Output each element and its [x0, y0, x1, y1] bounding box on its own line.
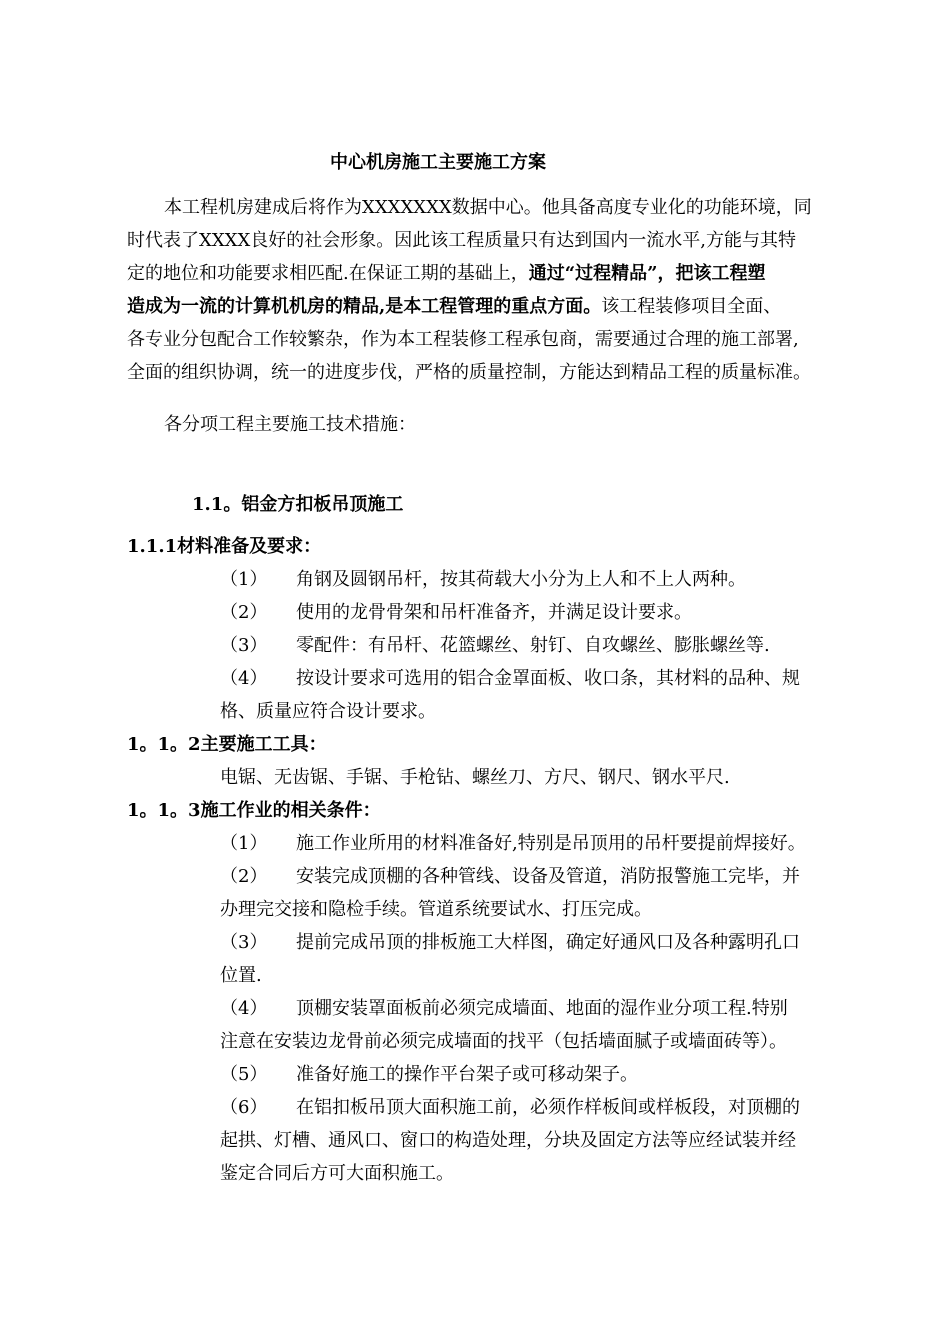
- list-item-text: 安装完成顶棚的各种管线、设备及管道，消防报警施工完毕，并: [296, 866, 800, 887]
- list-item-continuation: 格、质量应符合设计要求。: [220, 701, 436, 722]
- intro-line-4: [127, 295, 781, 319]
- intro-line-5: 各专业分包配合工作较繁杂，作为本工程装修工程承包商，需要通过合理的施工部署,: [127, 329, 799, 350]
- intro-line-3: [127, 262, 765, 286]
- measures-heading: 各分项工程主要施工技术措施：: [164, 414, 416, 435]
- list-item-text: 按设计要求可选用的铝合金罩面板、收口条，其材料的品种、规: [296, 668, 800, 689]
- subsection-heading-1-1-3: 1。1。3施工作业的相关条件：: [127, 800, 381, 821]
- list-item-text: 在铝扣板吊顶大面积施工前，必须作样板间或样板段，对顶棚的: [296, 1097, 800, 1118]
- list-item-continuation: 鉴定合同后方可大面积施工。: [220, 1163, 454, 1184]
- tools-list: 电锯、无齿锯、手锯、手枪钻、螺丝刀、方尺、钢尺、钢水平尺.: [220, 767, 730, 788]
- subsection-heading-1-1-2: 1。1。2主要施工工具：: [127, 734, 327, 755]
- document-title: 中心机房施工主要施工方案: [330, 152, 546, 173]
- list-item-number: （4）: [220, 998, 268, 1019]
- list-item-number: （5）: [220, 1064, 268, 1085]
- intro-line-3-bold: 通过“过程精品”，把该工程塑: [528, 263, 766, 284]
- list-item-number: （1）: [220, 833, 268, 854]
- section-heading-1-1: 1.1。铝金方扣板吊顶施工: [192, 494, 404, 515]
- list-item-text: 提前完成吊顶的排板施工大样图，确定好通风口及各种露明孔口: [296, 932, 800, 953]
- list-item-text: 零配件：有吊杆、花篮螺丝、射钉、自攻螺丝、膨胀螺丝等.: [296, 635, 770, 656]
- list-item-number: （6）: [220, 1097, 268, 1118]
- intro-line-1: 本工程机房建成后将作为XXXXXXX数据中心。他具备高度专业化的功能环境，同: [164, 197, 812, 218]
- intro-line-2: 时代表了XXXX良好的社会形象。因此该工程质量只有达到国内一流水平,方能与其特: [127, 230, 796, 251]
- list-item-number: （3）: [220, 932, 268, 953]
- list-item-continuation: 起拱、灯槽、通风口、窗口的构造处理，分块及固定方法等应经试装并经: [220, 1130, 796, 1151]
- list-item-continuation: 办理完交接和隐检手续。管道系统要试水、打压完成。: [220, 899, 652, 920]
- list-item-continuation: 注意在安装边龙骨前必须完成墙面的找平（包括墙面腻子或墙面砖等）。: [220, 1031, 787, 1052]
- intro-line-4-plain: 该工程装修项目全面、: [601, 296, 782, 317]
- list-item-text: 施工作业所用的材料准备好,特别是吊顶用的吊杆要提前焊接好。: [296, 833, 806, 854]
- intro-line-4-bold: 造成为一流的计算机机房的精品,是本工程管理的重点方面。: [127, 296, 602, 317]
- subsection-heading-1-1-1: 1.1.1材料准备及要求：: [127, 536, 322, 557]
- list-item-number: （2）: [220, 602, 268, 623]
- list-item-continuation: 位置.: [220, 965, 262, 986]
- list-item-text: 准备好施工的操作平台架子或可移动架子。: [296, 1064, 638, 1085]
- list-item-text: 顶棚安装罩面板前必须完成墙面、地面的湿作业分项工程.特别: [296, 998, 788, 1019]
- list-item-number: （2）: [220, 866, 268, 887]
- list-item-number: （3）: [220, 635, 268, 656]
- list-item-text: 使用的龙骨骨架和吊杆准备齐，并满足设计要求。: [296, 602, 692, 623]
- list-item-text: 角钢及圆钢吊杆，按其荷载大小分为上人和不上人两种。: [296, 569, 746, 590]
- intro-line-3-plain: 定的地位和功能要求相匹配.在保证工期的基础上，: [127, 263, 529, 284]
- list-item-number: （1）: [220, 569, 268, 590]
- intro-line-6: 全面的组织协调，统一的进度步伐，严格的质量控制，方能达到精品工程的质量标准。: [127, 362, 811, 383]
- list-item-number: （4）: [220, 668, 268, 689]
